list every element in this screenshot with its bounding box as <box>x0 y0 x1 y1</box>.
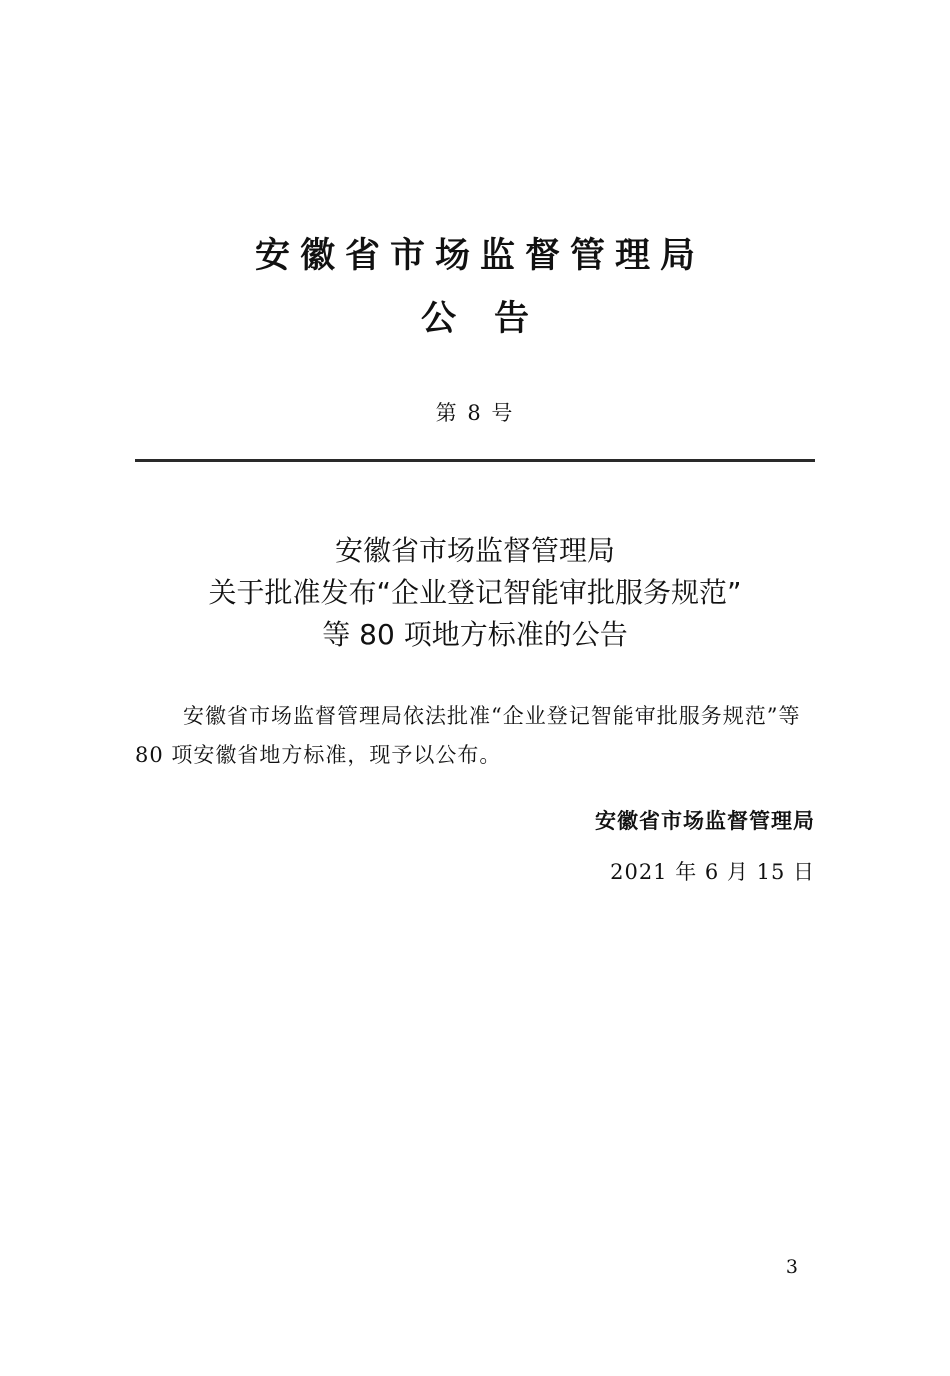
issuer-heading: 安徽省市场监督管理局 <box>254 236 705 276</box>
issue-date: 2021 年 6 月 15 日 <box>610 860 815 884</box>
announcement-title <box>0 530 950 656</box>
title-line-2: 关于批准发布“企业登记智能审批服务规范” <box>208 576 742 609</box>
title-line-1: 安徽省市场监督管理局 <box>334 534 615 567</box>
page-number: 3 <box>785 1256 798 1278</box>
document-number: 第 8 号 <box>435 401 515 425</box>
document-type-heading: 公告 <box>420 299 567 339</box>
header-divider <box>135 459 815 462</box>
title-line-3: 等 80 项地方标准的公告 <box>322 618 628 651</box>
announcement-body: 安徽省市场监督管理局依法批准“企业登记智能审批服务规范”等 80 项安徽省地方标准，现予以公布。 <box>135 704 801 767</box>
signature-issuer: 安徽省市场监督管理局 <box>595 809 815 833</box>
